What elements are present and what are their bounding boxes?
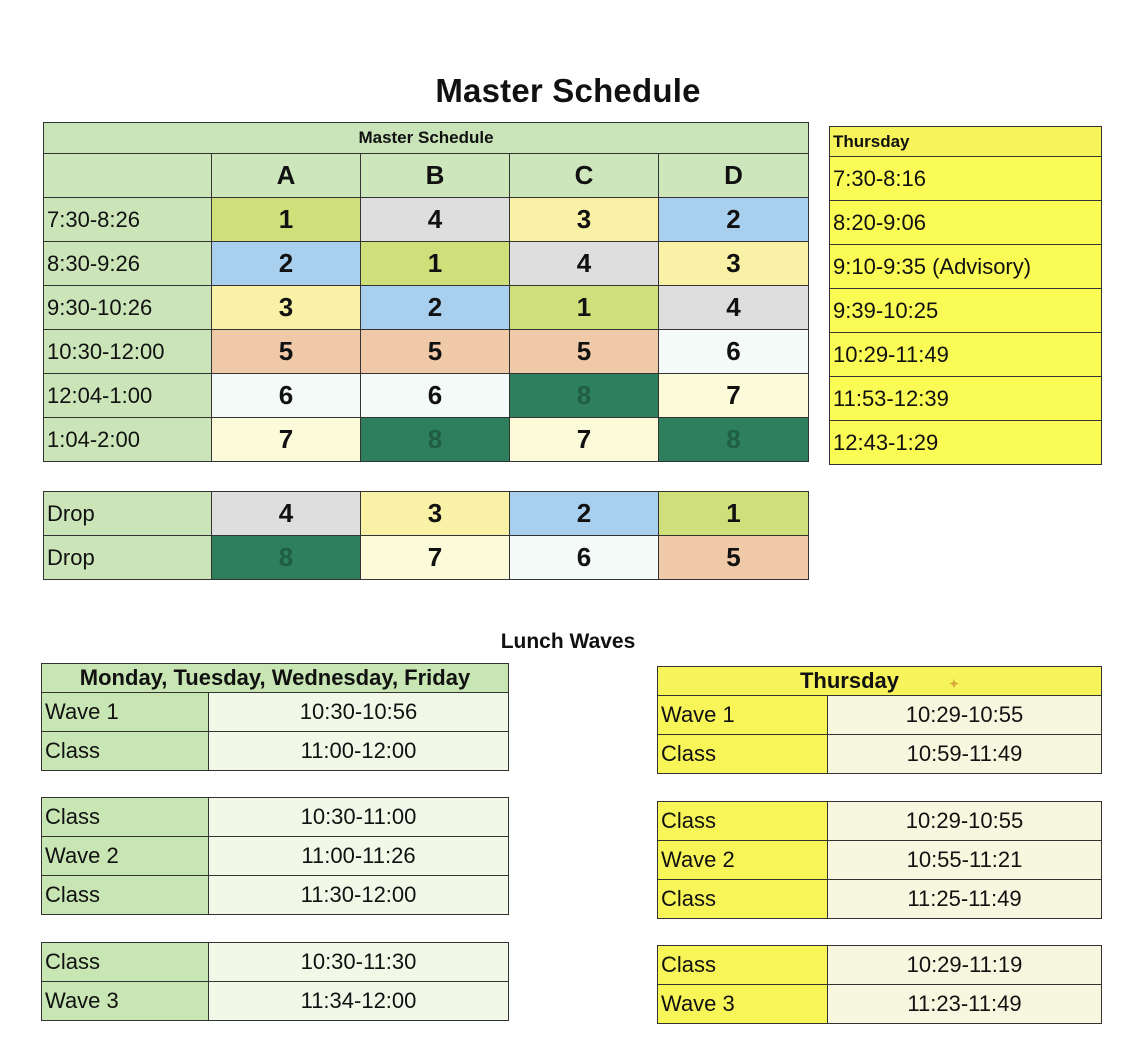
period-cell: 4 — [510, 242, 659, 286]
schedule-row — [44, 242, 809, 286]
period-cell: 3 — [212, 286, 361, 330]
lunch-label: Wave 2 — [658, 841, 828, 880]
lunch-label: Class — [42, 798, 209, 837]
master-caption: Master Schedule — [44, 123, 809, 154]
period-cell: 5 — [510, 330, 659, 374]
thursday-time: 10:29-11:49 — [830, 333, 1102, 377]
lunch-time: 10:30-10:56 — [209, 693, 509, 732]
lunch-row — [42, 798, 509, 837]
lunch-row — [658, 841, 1102, 880]
row-time: 10:30-12:00 — [44, 330, 212, 374]
drop-cell: 8 — [212, 536, 361, 580]
thursday-table — [829, 126, 1102, 465]
lunch-label: Wave 1 — [658, 696, 828, 735]
lunch-row — [42, 943, 509, 982]
drop-row — [44, 492, 809, 536]
lunch-mtwf-table-1 — [41, 663, 509, 771]
page-title: Master Schedule — [435, 72, 701, 109]
period-cell: 4 — [659, 286, 809, 330]
period-cell: 2 — [659, 198, 809, 242]
row-time: 8:30-9:26 — [44, 242, 212, 286]
lunch-label: Wave 3 — [42, 982, 209, 1021]
lunch-waves-title: Lunch Waves — [500, 630, 636, 653]
lunch-label: Class — [42, 943, 209, 982]
period-cell: 2 — [212, 242, 361, 286]
period-cell: 7 — [212, 418, 361, 462]
drop-cell: 3 — [361, 492, 510, 536]
column-header-c: C — [510, 154, 659, 198]
lunch-time: 10:29-10:55 — [828, 802, 1102, 841]
period-cell: 1 — [212, 198, 361, 242]
period-cell: 7 — [659, 374, 809, 418]
period-cell: 1 — [361, 242, 510, 286]
drop-table — [43, 491, 809, 580]
row-time: 7:30-8:26 — [44, 198, 212, 242]
lunch-time: 10:29-10:55 — [828, 696, 1102, 735]
lunch-time: 11:25-11:49 — [828, 880, 1102, 919]
column-header-a: A — [212, 154, 361, 198]
thursday-time: 8:20-9:06 — [830, 201, 1102, 245]
lunch-time: 11:30-12:00 — [209, 876, 509, 915]
lunch-mtwf-table-3 — [41, 942, 509, 1021]
thursday-time: 7:30-8:16 — [830, 157, 1102, 201]
lunch-row — [658, 802, 1102, 841]
lunch-time: 10:55-11:21 — [828, 841, 1102, 880]
drop-row — [44, 536, 809, 580]
lunch-row — [658, 880, 1102, 919]
period-cell: 7 — [510, 418, 659, 462]
lunch-label: Class — [42, 876, 209, 915]
lunch-thursday-caption: Thursday — [799, 668, 899, 693]
column-header-d: D — [659, 154, 809, 198]
drop-label: Drop — [44, 536, 212, 580]
period-cell: 5 — [361, 330, 510, 374]
period-cell: 8 — [510, 374, 659, 418]
schedule-row — [44, 418, 809, 462]
lunch-thursday-table-2 — [657, 801, 1102, 919]
lunch-row — [42, 732, 509, 771]
lunch-time: 11:00-11:26 — [209, 837, 509, 876]
thursday-time: 9:39-10:25 — [830, 289, 1102, 333]
drop-cell: 4 — [212, 492, 361, 536]
lunch-row — [42, 876, 509, 915]
header-blank — [44, 154, 212, 198]
lunch-time: 10:30-11:30 — [209, 943, 509, 982]
lunch-row — [42, 982, 509, 1021]
lunch-label: Class — [658, 802, 828, 841]
drop-cell: 5 — [659, 536, 809, 580]
lunch-time: 11:00-12:00 — [209, 732, 509, 771]
lunch-row — [42, 693, 509, 732]
drop-cell: 2 — [510, 492, 659, 536]
row-time: 12:04-1:00 — [44, 374, 212, 418]
schedule-row — [44, 198, 809, 242]
lunch-time: 10:29-11:19 — [828, 946, 1102, 985]
period-cell: 6 — [212, 374, 361, 418]
lunch-mtwf-caption: Monday, Tuesday, Wednesday, Friday — [42, 664, 509, 693]
thursday-caption: Thursday — [830, 127, 1102, 157]
period-cell: 4 — [361, 198, 510, 242]
lunch-row — [658, 696, 1102, 735]
row-time: 9:30-10:26 — [44, 286, 212, 330]
lunch-row — [658, 735, 1102, 774]
lunch-label: Class — [658, 735, 828, 774]
lunch-time: 11:23-11:49 — [828, 985, 1102, 1024]
period-cell: 1 — [510, 286, 659, 330]
lunch-thursday-table-3 — [657, 945, 1102, 1024]
schedule-row — [44, 374, 809, 418]
lunch-row — [42, 837, 509, 876]
period-cell: 2 — [361, 286, 510, 330]
period-cell: 6 — [361, 374, 510, 418]
lunch-label: Wave 1 — [42, 693, 209, 732]
lunch-time: 10:30-11:00 — [209, 798, 509, 837]
star-icon: ✦ — [948, 677, 960, 691]
lunch-label: Wave 2 — [42, 837, 209, 876]
lunch-label: Class — [658, 946, 828, 985]
row-time: 1:04-2:00 — [44, 418, 212, 462]
column-header-b: B — [361, 154, 510, 198]
drop-cell: 1 — [659, 492, 809, 536]
lunch-thursday-table-1 — [657, 666, 1102, 774]
lunch-label: Class — [42, 732, 209, 771]
lunch-label: Class — [658, 880, 828, 919]
period-cell: 8 — [361, 418, 510, 462]
drop-label: Drop — [44, 492, 212, 536]
lunch-time: 11:34-12:00 — [209, 982, 509, 1021]
period-cell: 8 — [659, 418, 809, 462]
thursday-time: 12:43-1:29 — [830, 421, 1102, 465]
lunch-label: Wave 3 — [658, 985, 828, 1024]
drop-cell: 7 — [361, 536, 510, 580]
thursday-time: 9:10-9:35 (Advisory) — [830, 245, 1102, 289]
period-cell: 3 — [659, 242, 809, 286]
period-cell: 3 — [510, 198, 659, 242]
lunch-row — [658, 946, 1102, 985]
thursday-time: 11:53-12:39 — [830, 377, 1102, 421]
schedule-row — [44, 330, 809, 374]
period-cell: 5 — [212, 330, 361, 374]
period-cell: 6 — [659, 330, 809, 374]
lunch-time: 10:59-11:49 — [828, 735, 1102, 774]
master-schedule-table — [43, 122, 809, 462]
lunch-row — [658, 985, 1102, 1024]
schedule-row — [44, 286, 809, 330]
lunch-mtwf-table-2 — [41, 797, 509, 915]
drop-cell: 6 — [510, 536, 659, 580]
